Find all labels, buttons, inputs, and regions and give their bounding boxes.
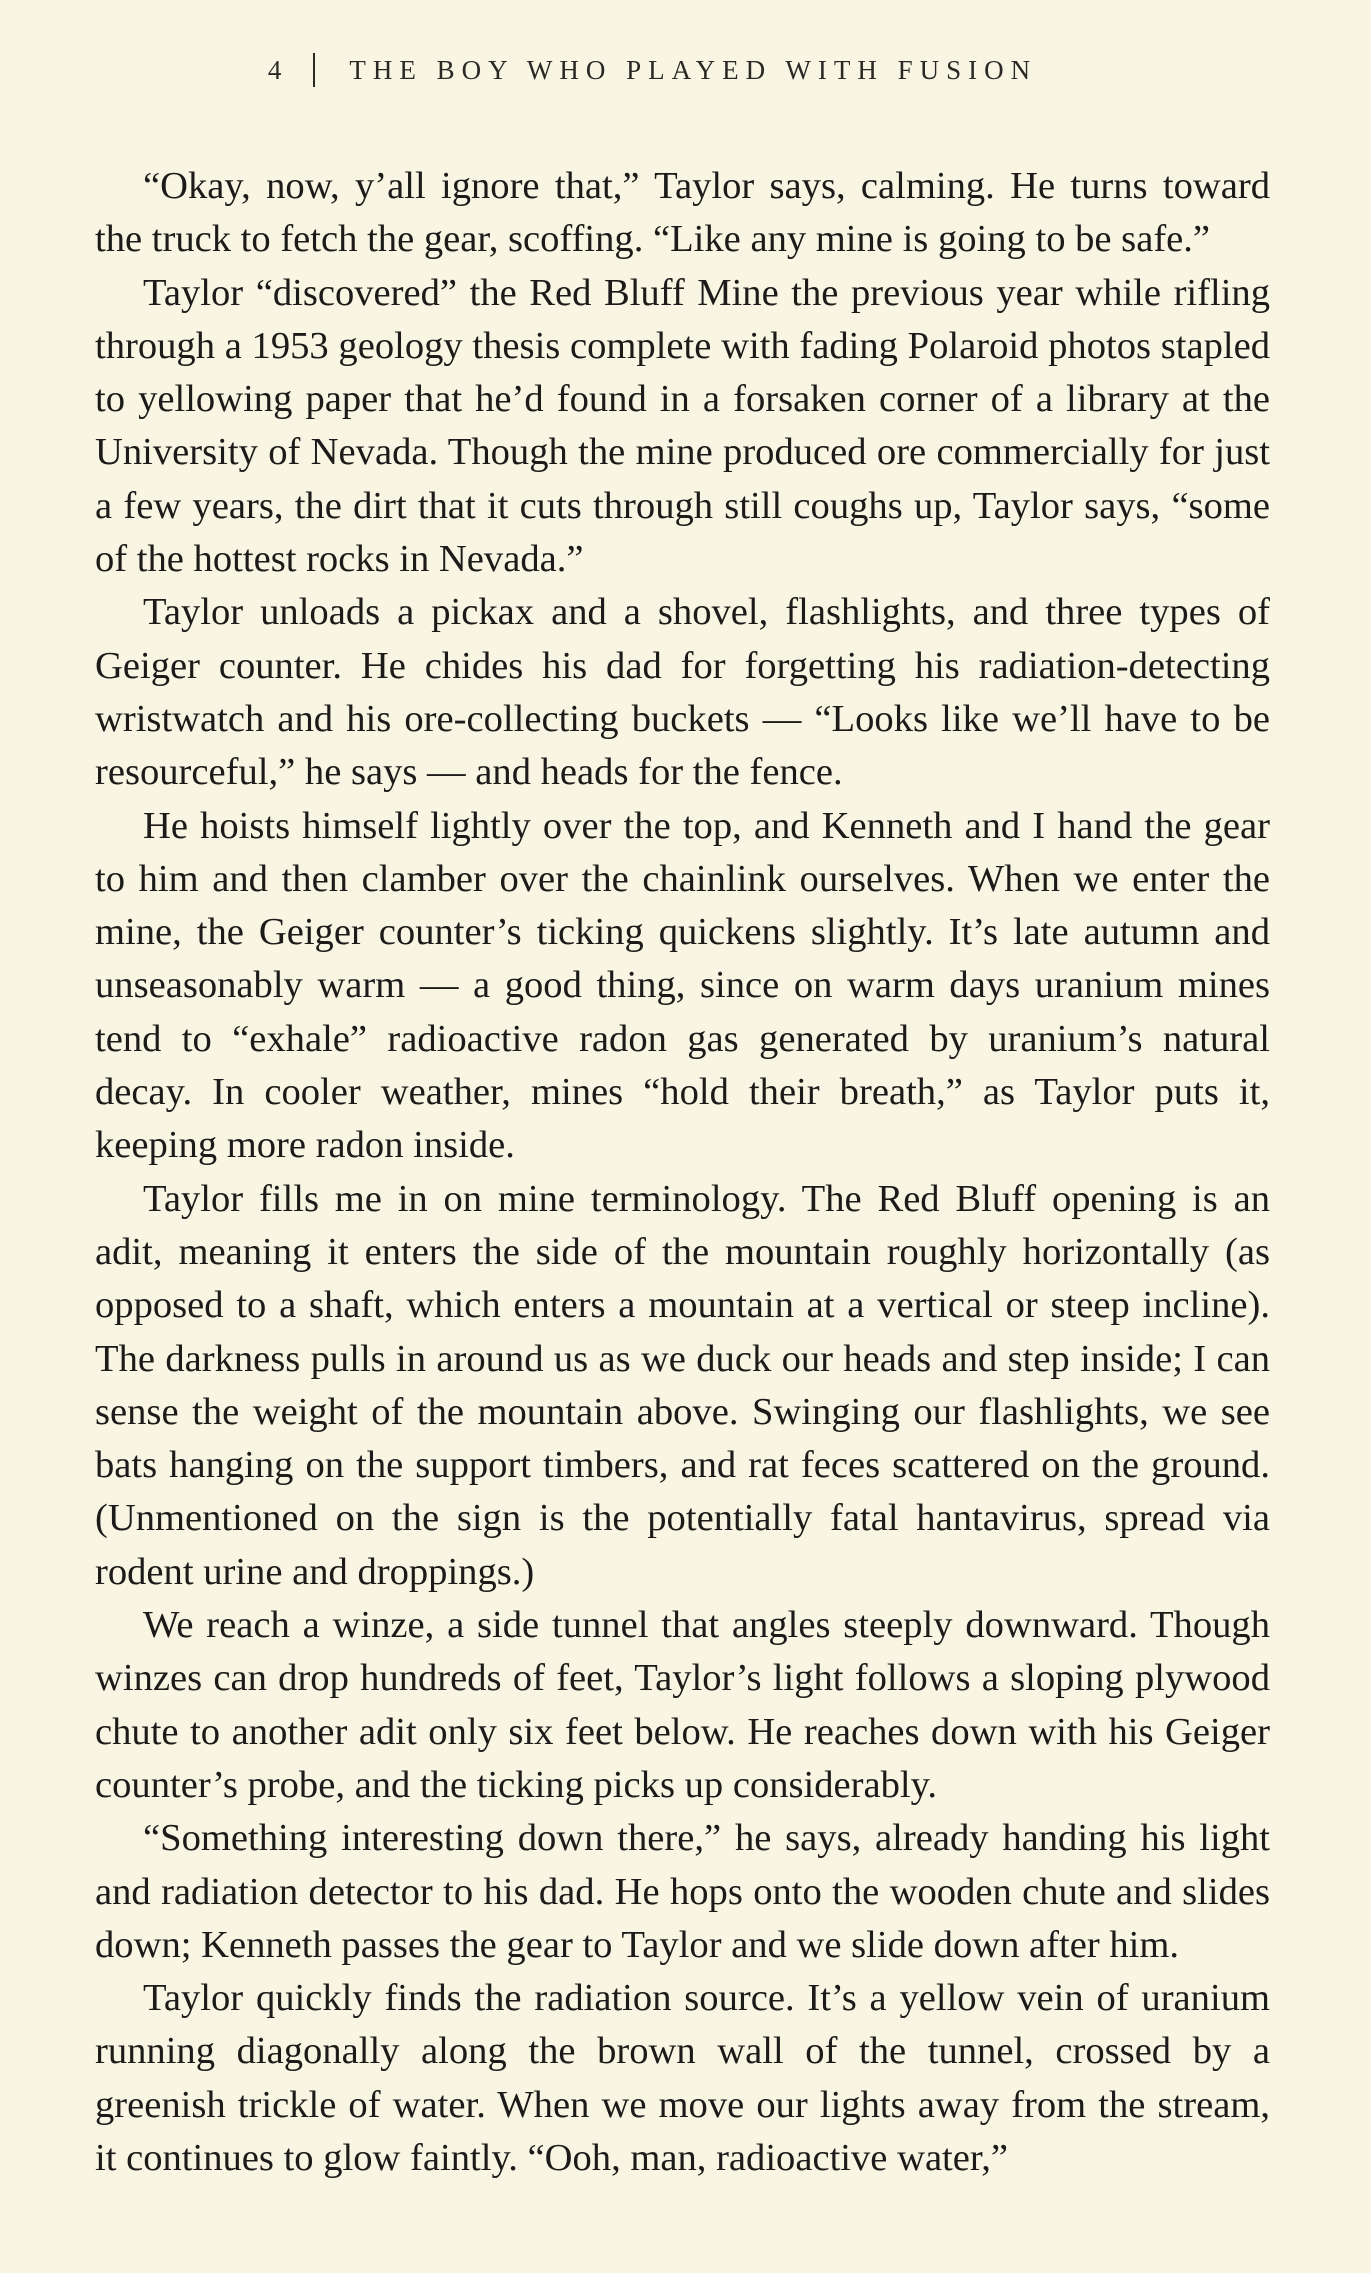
paragraph: “Okay, now, y’all ignore that,” Taylor says, calming. He turns toward the truck to fetch the gear, scoffing. “Like any mine is going to be safe.” bbox=[95, 165, 1270, 261]
running-head bbox=[35, 40, 1270, 100]
paragraph: Taylor “discovered” the Red Bluff Mine the previous year while rifling through a 1953 geology thesis complete with fading Polaroid photos stapled to yellowing paper that he’d found in a forsaken corner of a library at the University of Nevada. Though the mine produced ore commercially for just a few years, the dirt that it cuts through still coughs up, Taylor says, “some of the hottest rocks in Nevada.” bbox=[95, 271, 1270, 581]
book-title: THE BOY WHO PLAYED WITH FUSION bbox=[349, 54, 1038, 85]
paragraph: He hoists himself lightly over the top, and Kenneth and I hand the gear to him and then clamber over the chainlink ourselves. When we enter the mine, the Geiger counter’s ticking quickens slightly. It’s late autumn and unseasonably warm — a good thing, since on warm days uranium mines tend to “exhale” radioactive radon gas generated by uranium’s natural decay. In cooler weather, mines “hold their breath,” as Taylor puts it, keeping more radon inside. bbox=[95, 804, 1270, 1167]
header-separator bbox=[313, 53, 315, 87]
body-text bbox=[95, 160, 1270, 2185]
paragraph: We reach a winze, a side tunnel that angles steeply downward. Though winzes can drop hundreds of feet, Taylor’s light follows a sloping plywood chute to another adit only six feet below. He reaches down with his Geiger counter’s probe, and the ticking picks up considerably. bbox=[95, 1604, 1270, 1806]
paragraph: Taylor fills me in on mine terminology. The Red Bluff opening is an adit, meaning it enters the side of the mountain roughly horizontally (as opposed to a shaft, which enters a mountain at a vertical or steep incline). The darkness pulls in around us as we duck our heads and step inside; I can sense the weight of the mountain above. Swinging our flashlights, we see bats hanging on the support timbers, and rat feces scattered on the ground. (Unmentioned on the sign is the potentially fatal hantavirus, spread via rodent urine and droppings.) bbox=[95, 1177, 1270, 1593]
paragraph: Taylor quickly finds the radiation source. It’s a yellow vein of uranium running diagonally along the brown wall of the tunnel, crossed by a greenish trickle of water. When we move our lights away from the stream, it continues to glow faintly. “Ooh, man, radioactive water,” bbox=[95, 1977, 1270, 2179]
paragraph: “Something interesting down there,” he says, already handing his light and radiation detector to his dad. He hops onto the wooden chute and slides down; Kenneth passes the gear to Taylor and we slide down after him. bbox=[95, 1817, 1270, 1966]
book-page bbox=[95, 40, 1270, 2185]
paragraph: Taylor unloads a pickax and a shovel, flashlights, and three types of Geiger counter. He chides his dad for forgetting his radiation-detecting wristwatch and his ore-collecting buckets — “Looks like we’ll have to be resourceful,” he says — and heads for the fence. bbox=[95, 591, 1270, 794]
page-number: 4 bbox=[267, 54, 286, 85]
